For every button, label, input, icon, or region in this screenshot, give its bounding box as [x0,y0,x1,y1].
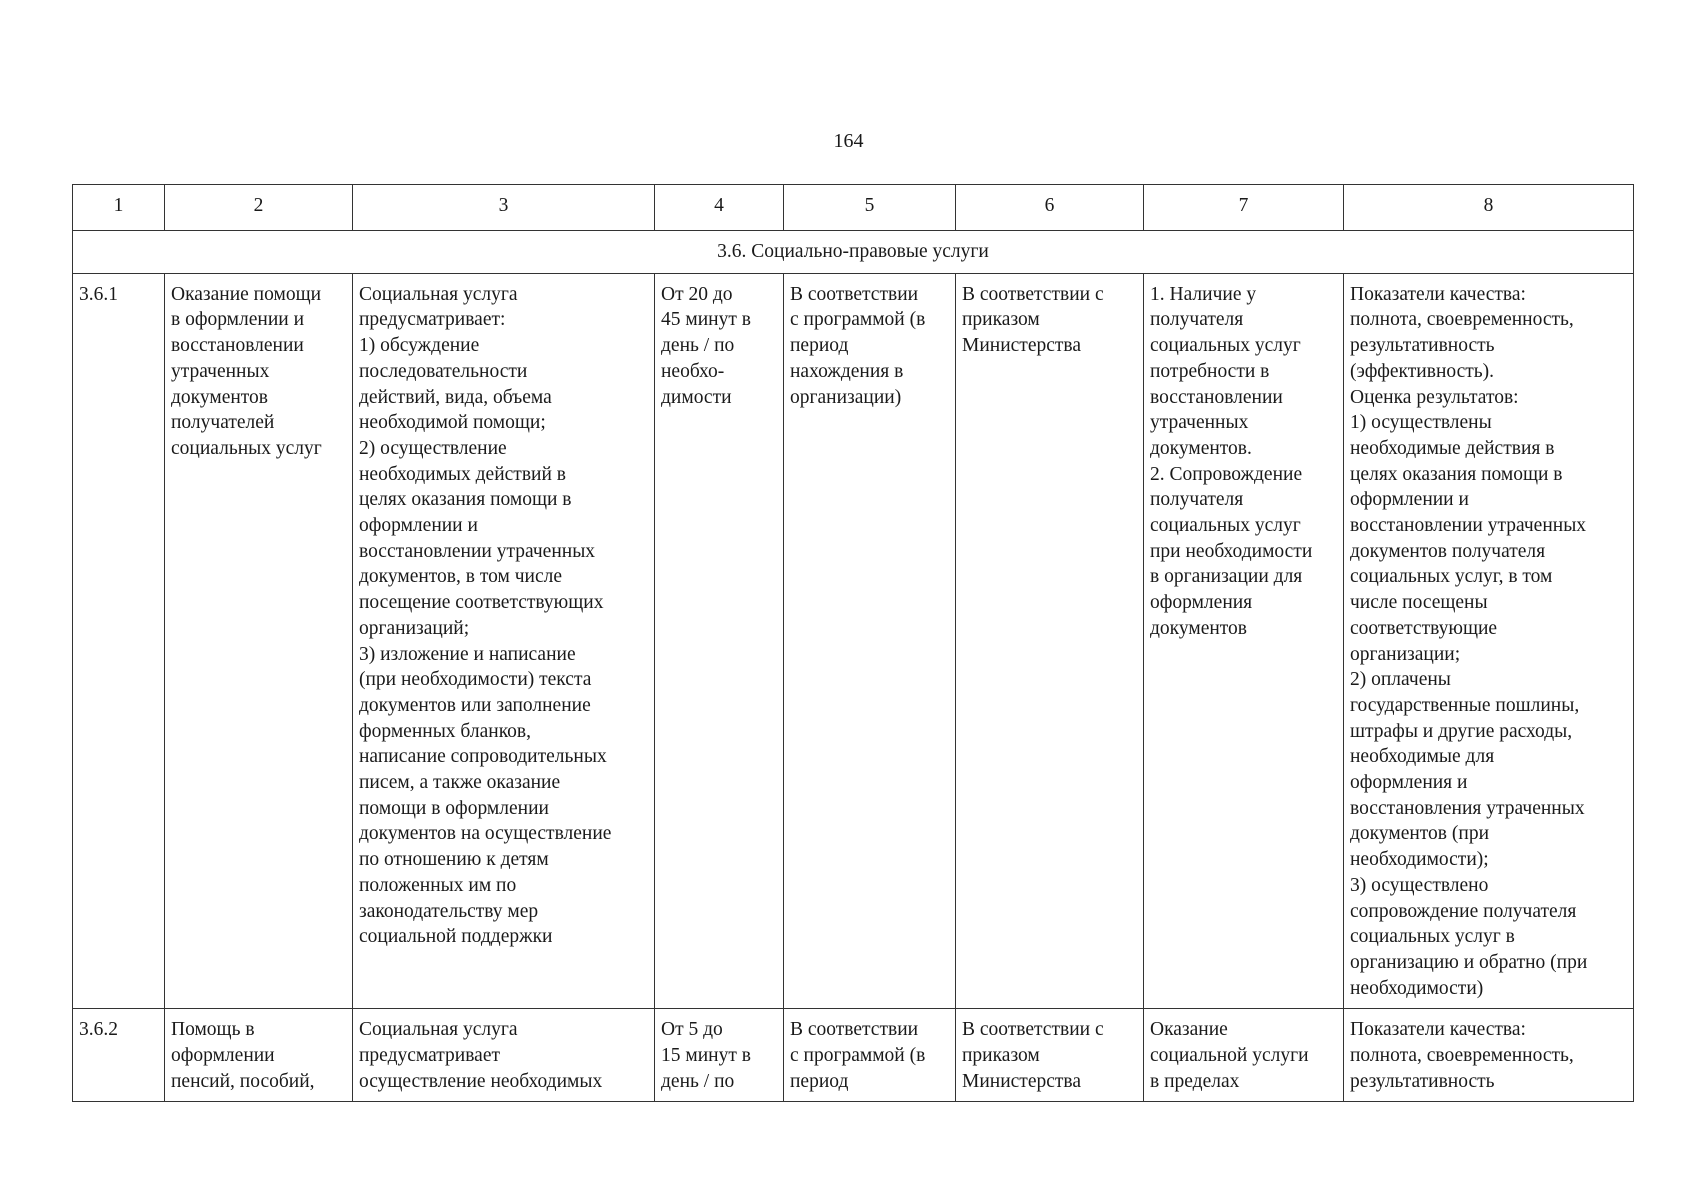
services-table [72,184,1634,1102]
cell-text-line: необходимости); [1350,849,1489,871]
cell-text-line: социальных услуг, в том [1350,566,1553,588]
cell-text-line: Показатели качества: [1350,283,1526,305]
cell-text-line: 1) осуществлены [1350,412,1492,434]
service-name [165,273,353,1009]
service-period [784,273,956,1009]
cell-text-line: государственные пошлины, [1350,694,1580,716]
cell-text-line: нахождения в [790,360,904,382]
cell-text-line: В соответствии с [962,1019,1104,1041]
cell-text-line: написание сопроводительных [359,746,607,768]
cell-text-line: димости [661,386,732,408]
cell-text-line: документов получателя [1350,540,1546,562]
cell-text-line: при необходимости [1150,540,1313,562]
cell-text-line: 3) изложение и написание [359,643,576,665]
cell-text-line: необходимые для [1350,746,1495,768]
service-standard [956,273,1144,1009]
cell-text-line: 2. Сопровождение [1150,463,1303,485]
cell-text-line: приказом [962,309,1040,331]
cell-text-line: Министерства [962,335,1082,357]
cell-text-line: получателя [1150,489,1244,511]
cell-text-line: полнота, своевременность, [1350,1045,1574,1067]
cell-text-line: В соответствии [790,283,919,305]
cell-text-line: оформления и [1350,772,1468,794]
cell-text-line: пенсий, пособий, [171,1070,315,1092]
cell-text-line: действий, вида, объема [359,386,552,408]
cell-text-line: В соответствии [790,1019,919,1041]
service-number: 3.6.1 [73,273,165,1009]
cell-text-line: Показатели качества: [1350,1019,1526,1041]
cell-text-line: документов на осуществление [359,823,612,845]
cell-text-line: Оказание [1150,1019,1228,1041]
column-header: 1 [73,185,165,231]
cell-text-line: Министерства [962,1070,1082,1092]
cell-text-line: форменных бланков, [359,720,532,742]
cell-text-line: необходимой помощи; [359,412,546,434]
cell-text-line: социальной услуги [1150,1045,1309,1067]
cell-text-line: 3) осуществлено [1350,874,1489,896]
cell-text-line: От 5 до [661,1019,723,1041]
column-header: 3 [353,185,655,231]
cell-text-line: социальных услуг [171,437,322,459]
cell-text-line: оформлении и [1350,489,1469,511]
page-number: 164 [833,130,864,152]
cell-text-line: документов (при [1350,823,1490,845]
cell-text-line: 45 минут в [661,309,751,331]
cell-text-line: восстановлении утраченных [1350,515,1587,537]
cell-text-line: посещение соответствующих [359,592,604,614]
cell-text-line: документов [1150,617,1248,639]
cell-text-line: организации; [1350,643,1461,665]
cell-text-line: по отношению к детям [359,849,549,871]
cell-text-line: период [790,1070,849,1092]
column-header-row [73,185,1634,231]
service-period [784,1009,956,1102]
cell-text-line: восстановлении [171,335,304,357]
cell-text-line: необходимых действий в [359,463,566,485]
service-name [165,1009,353,1102]
service-description [353,273,655,1009]
cell-text-line: результативность [1350,1070,1495,1092]
cell-text-line: предусматривает [359,1045,500,1067]
cell-text-line: восстановлении утраченных [359,540,596,562]
table-row [73,1009,1634,1102]
cell-text-line: 15 минут в [661,1045,751,1067]
cell-text-line: 1) обсуждение [359,335,480,357]
cell-text-line: социальных услуг [1150,515,1301,537]
cell-text-line: необходимости) [1350,977,1484,999]
cell-text-line: получателей [171,412,275,434]
cell-text-line: штрафы и другие расходы, [1350,720,1573,742]
cell-text-line: потребности в [1150,360,1270,382]
service-time [655,1009,784,1102]
service-conditions [1144,273,1344,1009]
cell-text-line: полнота, своевременность, [1350,309,1574,331]
cell-text-line: организацию и обратно (при [1350,951,1588,973]
cell-text-line: в пределах [1150,1070,1240,1092]
service-standard [956,1009,1144,1102]
cell-text-line: числе посещены [1350,592,1488,614]
cell-text-line: Оказание помощи [171,283,322,305]
cell-text-line: организации) [790,386,902,408]
cell-text-line: писем, а также оказание [359,772,561,794]
cell-text-line: социальной поддержки [359,926,553,948]
cell-text-line: получателя [1150,309,1244,331]
cell-text-line: оформлении [171,1045,275,1067]
column-header: 7 [1144,185,1344,231]
cell-text-line: документов. [1150,437,1252,459]
column-header: 4 [655,185,784,231]
cell-text-line: 1. Наличие у [1150,283,1257,305]
section-title: 3.6. Социально-правовые услуги [73,231,1634,274]
cell-text-line: 2) осуществление [359,437,507,459]
cell-text-line: целях оказания помощи в [359,489,572,511]
cell-text-line: Помощь в [171,1019,255,1041]
column-header: 5 [784,185,956,231]
cell-text-line: предусматривает: [359,309,506,331]
cell-text-line: с программой (в [790,1045,926,1067]
cell-text-line: 2) оплачены [1350,669,1451,691]
cell-text-line: (эффективность). [1350,360,1495,382]
cell-text-line: результативность [1350,335,1495,357]
cell-text-line: Социальная услуга [359,1019,518,1041]
cell-text-line: восстановления утраченных [1350,797,1585,819]
cell-text-line: с программой (в [790,309,926,331]
service-conditions [1144,1009,1344,1102]
service-description [353,1009,655,1102]
cell-text-line: документов или заполнение [359,694,591,716]
cell-text-line: последовательности [359,360,528,382]
cell-text-line: законодательству мер [359,900,539,922]
cell-text-line: социальных услуг в [1350,926,1515,948]
section-header-row [73,231,1634,274]
table-row [73,273,1634,1009]
column-header: 6 [956,185,1144,231]
cell-text-line: Социальная услуга [359,283,518,305]
cell-text-line: в организации для [1150,566,1303,588]
cell-text-line: осуществление необходимых [359,1070,603,1092]
cell-text-line: помощи в оформлении [359,797,549,819]
cell-text-line: утраченных [1150,412,1249,434]
column-header: 8 [1344,185,1634,231]
cell-text-line: соответствующие [1350,617,1498,639]
cell-text-line: социальных услуг [1150,335,1301,357]
cell-text-line: день / по [661,1070,735,1092]
cell-text-line: Оценка результатов: [1350,386,1519,408]
service-quality [1344,273,1634,1009]
service-quality [1344,1009,1634,1102]
cell-text-line: период [790,335,849,357]
cell-text-line: оформлении и [359,515,478,537]
cell-text-line: (при необходимости) текста [359,669,592,691]
cell-text-line: день / по [661,335,735,357]
cell-text-line: организаций; [359,617,470,639]
cell-text-line: документов [171,386,269,408]
cell-text-line: утраченных [171,360,270,382]
cell-text-line: От 20 до [661,283,733,305]
cell-text-line: оформления [1150,592,1253,614]
cell-text-line: необходимые действия в [1350,437,1555,459]
cell-text-line: сопровождение получателя [1350,900,1577,922]
cell-text-line: документов, в том числе [359,566,562,588]
cell-text-line: приказом [962,1045,1040,1067]
cell-text-line: В соответствии с [962,283,1104,305]
cell-text-line: в оформлении и [171,309,305,331]
service-number: 3.6.2 [73,1009,165,1102]
cell-text-line: положенных им по [359,874,517,896]
cell-text-line: целях оказания помощи в [1350,463,1563,485]
cell-text-line: необхо- [661,360,725,382]
cell-text-line: восстановлении [1150,386,1283,408]
service-time [655,273,784,1009]
column-header: 2 [165,185,353,231]
